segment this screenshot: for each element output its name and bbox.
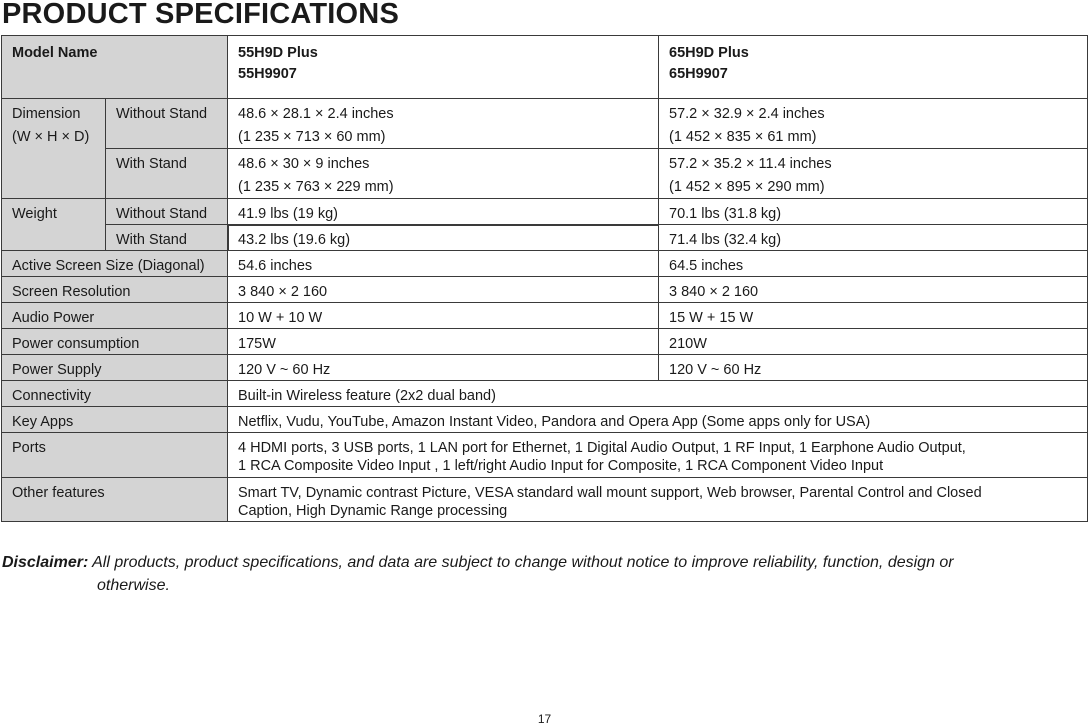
table-row-screen-size bbox=[2, 251, 1088, 277]
dimension-b-without-stand: 57.2 × 32.9 × 2.4 inches (1 452 × 835 × 61 mm) bbox=[659, 99, 1088, 149]
power-supply-label: Power Supply bbox=[2, 355, 228, 381]
audio-power-b: 15 W + 15 W bbox=[659, 303, 1088, 329]
screen-size-label: Active Screen Size (Diagonal) bbox=[2, 251, 228, 277]
table-row-key-apps bbox=[2, 407, 1088, 433]
model-a-name: 55H9D Plus bbox=[238, 45, 318, 61]
dimension-a-with-stand: 48.6 × 30 × 9 inches (1 235 × 763 × 229 mm) bbox=[228, 149, 659, 199]
weight-b-with-stand: 71.4 lbs (32.4 kg) bbox=[659, 225, 1088, 251]
page-title: PRODUCT SPECIFICATIONS bbox=[2, 0, 399, 30]
resolution-label: Screen Resolution bbox=[2, 277, 228, 303]
weight-label: Weight bbox=[2, 199, 106, 251]
table-row-model-name bbox=[2, 36, 1088, 99]
disclaimer-text-continued: otherwise. bbox=[97, 577, 170, 594]
power-consumption-a: 175W bbox=[228, 329, 659, 355]
key-apps-label: Key Apps bbox=[2, 407, 228, 433]
connectivity-value: Built-in Wireless feature (2x2 dual band) bbox=[228, 381, 1088, 407]
table-row-resolution bbox=[2, 277, 1088, 303]
table-row-other-features bbox=[2, 478, 1088, 522]
model-a-code: 55H9907 bbox=[238, 66, 297, 82]
weight-a-without-stand: 41.9 lbs (19 kg) bbox=[228, 199, 659, 225]
model-a-cell bbox=[228, 36, 659, 99]
table-row-weight-with-stand bbox=[2, 225, 1088, 251]
connectivity-label: Connectivity bbox=[2, 381, 228, 407]
power-supply-a: 120 V ~ 60 Hz bbox=[228, 355, 659, 381]
power-supply-b: 120 V ~ 60 Hz bbox=[659, 355, 1088, 381]
table-row-connectivity bbox=[2, 381, 1088, 407]
dimension-b-with-stand: 57.2 × 35.2 × 11.4 inches (1 452 × 895 × 290 mm) bbox=[659, 149, 1088, 199]
power-consumption-label: Power consumption bbox=[2, 329, 228, 355]
weight-b-without-stand: 70.1 lbs (31.8 kg) bbox=[659, 199, 1088, 225]
model-b-code: 65H9907 bbox=[669, 66, 728, 82]
audio-power-a: 10 W + 10 W bbox=[228, 303, 659, 329]
dimension-a-without-stand: 48.6 × 28.1 × 2.4 inches (1 235 × 713 × 60 mm) bbox=[228, 99, 659, 149]
spec-table bbox=[1, 35, 1088, 522]
power-consumption-b: 210W bbox=[659, 329, 1088, 355]
dimension-label: Dimension (W × H × D) bbox=[2, 99, 106, 199]
table-row-dimension-without-stand bbox=[2, 99, 1088, 149]
table-row-power-consumption bbox=[2, 329, 1088, 355]
table-row-ports bbox=[2, 433, 1088, 478]
screen-size-a: 54.6 inches bbox=[228, 251, 659, 277]
other-features-value: Smart TV, Dynamic contrast Picture, VESA standard wall mount support, Web browser, Parental Control and Closed Caption, High Dynamic Range processing bbox=[228, 478, 1088, 522]
model-name-label: Model Name bbox=[2, 36, 228, 99]
table-row-power-supply bbox=[2, 355, 1088, 381]
table-row-dimension-with-stand bbox=[2, 149, 1088, 199]
key-apps-value: Netflix, Vudu, YouTube, Amazon Instant Video, Pandora and Opera App (Some apps only for USA) bbox=[228, 407, 1088, 433]
resolution-b: 3 840 × 2 160 bbox=[659, 277, 1088, 303]
resolution-a: 3 840 × 2 160 bbox=[228, 277, 659, 303]
screen-size-b: 64.5 inches bbox=[659, 251, 1088, 277]
model-b-name: 65H9D Plus bbox=[669, 45, 749, 61]
disclaimer-label: Disclaimer: bbox=[2, 554, 89, 571]
ports-value: 4 HDMI ports, 3 USB ports, 1 LAN port for Ethernet, 1 Digital Audio Output, 1 RF Input, 1 Earphone Audio Output, 1 RCA Composite Video Input , 1 left/right Audio Input for Composite, 1 RCA Component Video Input bbox=[228, 433, 1088, 478]
disclaimer-text: All products, product specifications, and data are subject to change without notice to improve reliability, function, design or bbox=[88, 554, 954, 571]
with-stand-label: With Stand bbox=[106, 149, 228, 199]
table-row-weight-without-stand bbox=[2, 199, 1088, 225]
table-row-audio-power bbox=[2, 303, 1088, 329]
weight-with-stand-label: With Stand bbox=[106, 225, 228, 251]
other-features-label: Other features bbox=[2, 478, 228, 522]
model-b-cell bbox=[659, 36, 1088, 99]
ports-label: Ports bbox=[2, 433, 228, 478]
audio-power-label: Audio Power bbox=[2, 303, 228, 329]
page-number: 17 bbox=[537, 712, 552, 726]
disclaimer bbox=[2, 551, 1082, 597]
weight-without-stand-label: Without Stand bbox=[106, 199, 228, 225]
without-stand-label: Without Stand bbox=[106, 99, 228, 149]
weight-a-with-stand: 43.2 lbs (19.6 kg) bbox=[228, 225, 659, 251]
